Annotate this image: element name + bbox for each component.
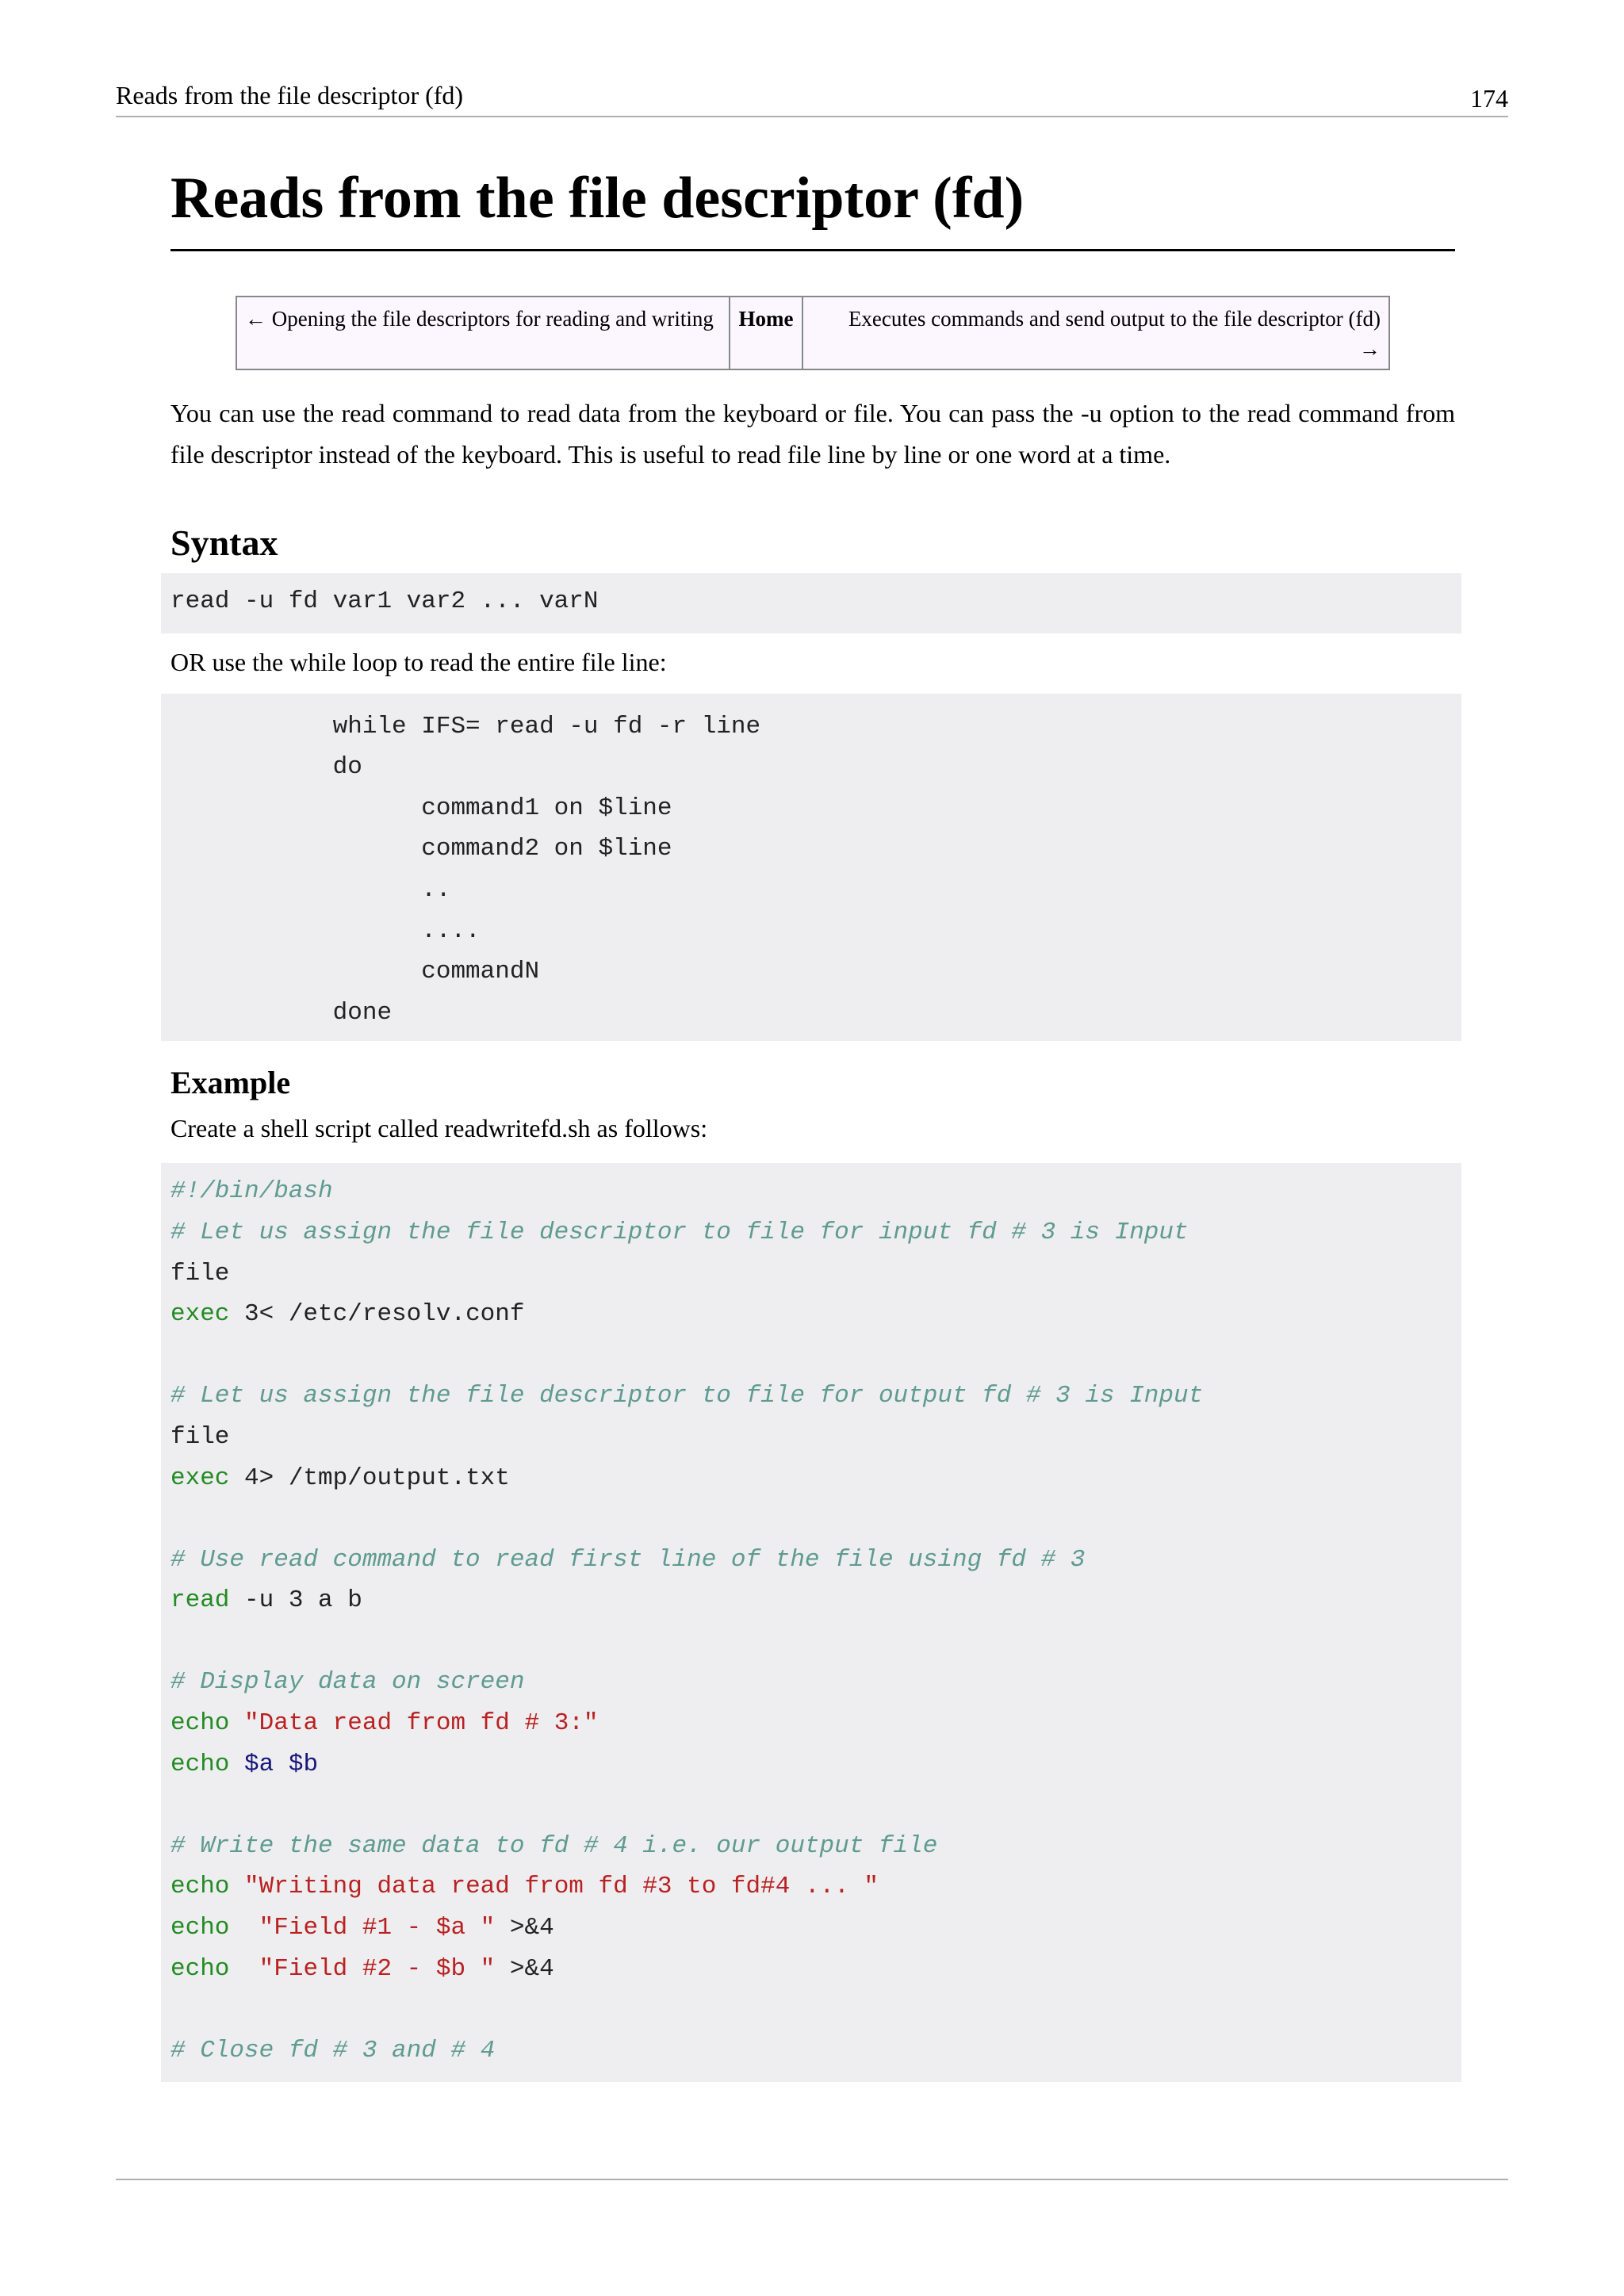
example-code-block xyxy=(161,1163,1461,2082)
code-line xyxy=(170,1417,1452,1458)
code-line: done xyxy=(170,998,393,1027)
page-number: 174 xyxy=(1470,84,1508,113)
code-token-comment: # Use read command to read first line of the file using fd # 3 xyxy=(170,1545,1086,1574)
loop-code-block xyxy=(161,694,1461,1042)
code-line: command1 on $line xyxy=(170,794,672,822)
code-token-comment: # Display data on screen xyxy=(170,1668,525,1697)
code-token-string: "Field #1 - $a " xyxy=(259,1914,496,1942)
code-token-builtin: exec xyxy=(170,1300,230,1329)
code-token-builtin: exec xyxy=(170,1464,230,1492)
code-line xyxy=(170,2030,1452,2072)
code-token-plain: file xyxy=(170,1422,230,1451)
code-token-builtin: echo xyxy=(170,1873,230,1901)
navigation-table xyxy=(236,296,1390,370)
code-token-plain xyxy=(229,1955,259,1983)
article-content xyxy=(170,159,1455,2082)
code-token-plain: >&4 xyxy=(495,1954,554,1983)
code-token-builtin: echo xyxy=(170,1914,230,1942)
example-intro: Create a shell script called readwritefd.sh as follows: xyxy=(170,1114,708,1143)
code-token-comment: # Write the same data to fd # 4 i.e. our output file xyxy=(170,1831,938,1860)
code-token-plain: >&4 xyxy=(495,1914,554,1942)
code-token-comment: # Close fd # 3 and # 4 xyxy=(170,2036,496,2064)
running-title: Reads from the file descriptor (fd) xyxy=(116,81,464,109)
code-line xyxy=(170,1621,1452,1663)
code-token-plain xyxy=(229,1709,244,1737)
code-token-plain: -u 3 a b xyxy=(229,1586,362,1615)
code-token-plain: file xyxy=(170,1259,230,1288)
code-token-var: $a xyxy=(244,1750,274,1778)
code-token-plain: 4> /tmp/output.txt xyxy=(229,1464,510,1492)
code-line xyxy=(170,1785,1452,1826)
code-line: while IFS= read -u fd -r line xyxy=(170,712,761,740)
code-line xyxy=(170,1458,1452,1499)
nav-next-cell xyxy=(802,297,1389,369)
code-line xyxy=(170,1866,1452,1908)
loop-intro: OR use the while loop to read the entire file line: xyxy=(170,647,667,676)
nav-home-cell xyxy=(730,297,802,369)
nav-prev-link[interactable]: ← Opening the file descriptors for reading and writing xyxy=(245,307,714,331)
code-line xyxy=(170,1744,1452,1785)
code-token-plain xyxy=(229,1751,244,1778)
code-line xyxy=(170,1253,1452,1295)
code-token-builtin: echo xyxy=(170,1750,230,1778)
right-arrow-icon: → xyxy=(1359,337,1381,361)
code-token-builtin: echo xyxy=(170,1709,230,1738)
nav-next-link[interactable] xyxy=(848,307,1381,361)
code-line xyxy=(170,1212,1452,1253)
code-line: .... xyxy=(170,916,481,945)
code-line xyxy=(170,1908,1452,1949)
code-token-comment: # Let us assign the file descriptor to file for output fd # 3 is Input xyxy=(170,1382,1204,1410)
footer-rule xyxy=(116,2179,1508,2180)
nav-prev-cell xyxy=(236,297,730,369)
code-token-plain: 3< /etc/resolv.conf xyxy=(229,1300,525,1329)
code-token-comment: # Let us assign the file descriptor to file for input fd # 3 is Input xyxy=(170,1218,1189,1246)
code-line: commandN xyxy=(170,958,540,986)
code-line xyxy=(170,1540,1452,1581)
code-line: .. xyxy=(170,875,451,904)
syntax-code-block xyxy=(161,573,1461,633)
code-token-string: "Writing data read from fd #3 to fd#4 ... " xyxy=(244,1873,879,1901)
code-line: do xyxy=(170,753,362,782)
running-header xyxy=(116,78,1508,117)
code-line xyxy=(170,1703,1452,1744)
code-token-string: "Data read from fd # 3:" xyxy=(244,1709,599,1738)
syntax-heading: Syntax xyxy=(170,522,278,563)
code-line xyxy=(170,1826,1452,1867)
code-token-plain xyxy=(229,1873,244,1900)
code-line: command2 on $line xyxy=(170,835,672,863)
code-line xyxy=(170,1335,1452,1376)
code-token-builtin: read xyxy=(170,1586,230,1615)
code-line xyxy=(170,1376,1452,1417)
code-token-string: "Field #2 - $b " xyxy=(259,1954,496,1983)
code-token-plain xyxy=(229,1914,259,1942)
code-line xyxy=(170,1171,1452,1212)
code-line xyxy=(170,1949,1452,1990)
code-line xyxy=(170,1294,1452,1335)
intro-paragraph: You can use the read command to read data from the keyboard or file. You can pass the -u option to the read command from file descriptor instead of the keyboard. This is useful to read file line by line or one word at a time. xyxy=(170,399,1455,469)
example-heading: Example xyxy=(170,1065,291,1101)
code-token-builtin: echo xyxy=(170,1954,230,1983)
nav-next-label: Executes commands and send output to the file descriptor (fd) xyxy=(848,307,1381,331)
nav-home-link[interactable]: Home xyxy=(738,307,794,331)
code-line xyxy=(170,1662,1452,1703)
page-title: Reads from the file descriptor (fd) xyxy=(170,159,1455,251)
code-line: read -u fd var1 var2 ... varN xyxy=(170,587,599,615)
code-token-plain xyxy=(274,1751,289,1778)
code-line xyxy=(170,1989,1452,2030)
code-token-comment: #!/bin/bash xyxy=(170,1177,333,1206)
code-line xyxy=(170,1580,1452,1621)
code-line xyxy=(170,1498,1452,1540)
code-token-var: $b xyxy=(288,1750,319,1778)
